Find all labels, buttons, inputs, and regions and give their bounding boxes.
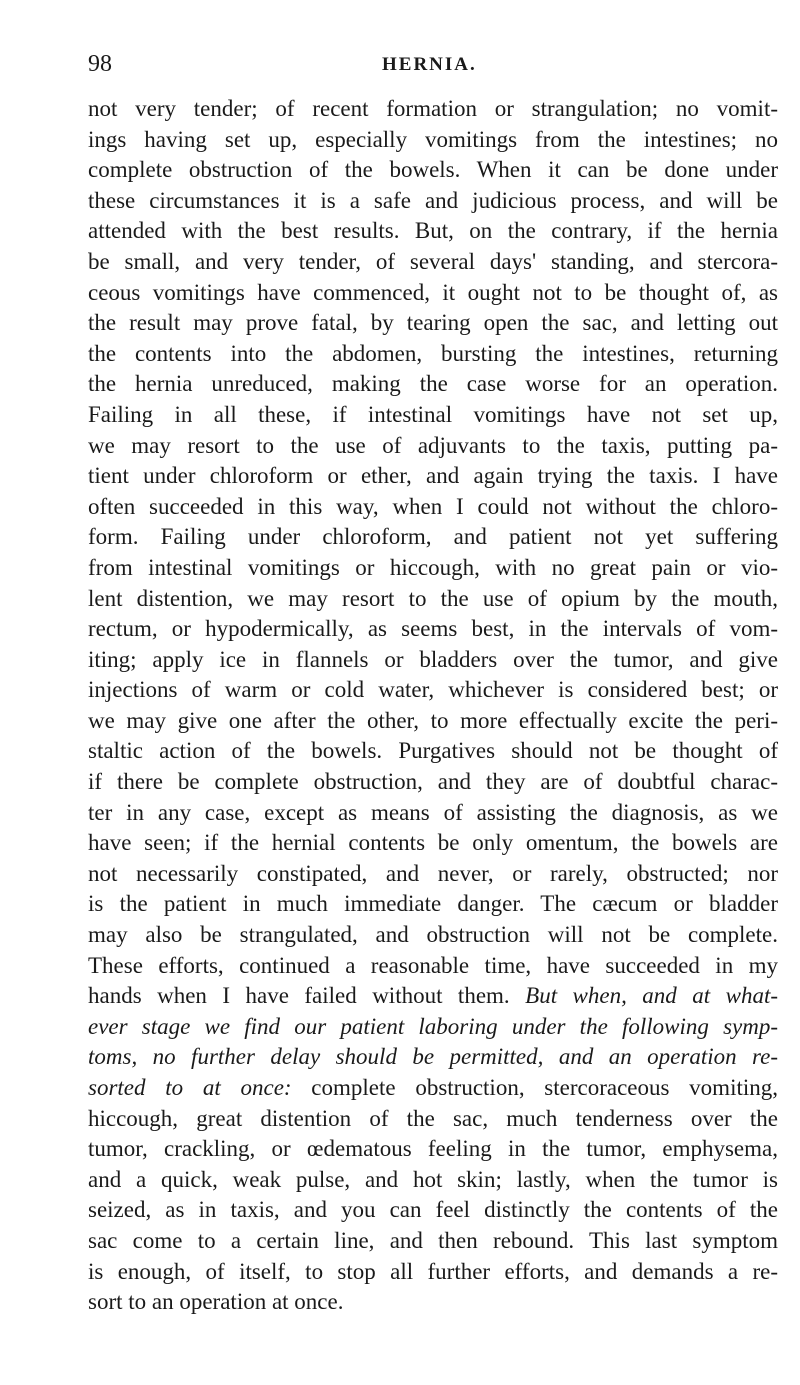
text-line <box>88 247 778 278</box>
text-run: ceous vomitings have commenced, it ought not to be thought of, as <box>88 279 778 305</box>
text-line <box>88 216 778 247</box>
text-line <box>88 584 778 615</box>
text-line <box>88 736 778 767</box>
text-run: injections of warm or cold water, whichever is considered best; or <box>88 677 778 703</box>
text-run: may also be strangulated, and obstruction will not be complete. <box>88 922 778 948</box>
text-line <box>88 461 778 492</box>
text-line <box>88 1257 778 1288</box>
italic-text: ever stage we find our patient laboring under the following symp- <box>88 1013 778 1039</box>
text-line <box>88 1195 778 1226</box>
text-run: not necessarily constipated, and never, or rarely, obstructed; nor <box>88 860 778 886</box>
text-line <box>88 339 778 370</box>
text-line <box>88 859 778 890</box>
text-run: staltic action of the bowels. Purgatives should not be thought of <box>88 738 778 764</box>
text-line <box>88 951 778 982</box>
text-run: tumor, crackling, or œdematous feeling in the tumor, emphysema, <box>88 1136 778 1162</box>
page-number: 98 <box>88 51 112 77</box>
italic-text: toms, no further delay should be permitted, and an operation re- <box>88 1044 778 1070</box>
text-line <box>88 492 778 523</box>
text-run: not very tender; of recent formation or strangulation; no vomit- <box>88 96 778 121</box>
text-run: hiccough, great distention of the sac, much tenderness over the <box>88 1105 778 1131</box>
text-line <box>88 706 778 737</box>
text-line <box>88 1104 778 1135</box>
text-line <box>88 798 778 829</box>
text-line <box>88 1012 778 1043</box>
text-run: hands when I have failed without them. <box>88 983 526 1009</box>
text-run: ter in any case, except as means of assisting the diagnosis, as we <box>88 799 778 825</box>
text-line <box>88 155 778 186</box>
text-run: sac come to a certain line, and then rebound. This last symptom <box>88 1227 778 1253</box>
text-line <box>88 1226 778 1257</box>
text-run: tient under chloroform or ether, and again trying the taxis. I have <box>88 463 778 489</box>
text-run: seized, as in taxis, and you can feel distinctly the contents of the <box>88 1197 778 1223</box>
text-line <box>88 614 778 645</box>
text-run: complete obstruction of the bowels. When it can be done under <box>88 157 778 183</box>
text-run: Failing in all these, if intestinal vomitings have not set up, <box>88 401 778 427</box>
text-run: the contents into the abdomen, bursting the intestines, returning <box>88 340 778 366</box>
text-line <box>88 1042 778 1073</box>
text-run: form. Failing under chloroform, and patient not yet suffering <box>88 524 778 550</box>
page-header <box>88 48 778 84</box>
running-title: HERNIA. <box>382 54 477 75</box>
text-run: sort to an operation at once. <box>88 1289 344 1315</box>
italic-text: But when, and at what- <box>525 983 778 1009</box>
text-run: the hernia unreduced, making the case worse for an operation. <box>88 371 778 397</box>
text-run: we may resort to the use of adjuvants to the taxis, putting pa- <box>88 432 778 458</box>
text-run: and a quick, weak pulse, and hot skin; lastly, when the tumor is <box>88 1166 778 1192</box>
text-line <box>88 675 778 706</box>
text-line <box>88 400 778 431</box>
text-line <box>88 645 778 676</box>
text-line <box>88 431 778 462</box>
text-run: we may give one after the other, to more effectually excite the peri- <box>88 707 778 733</box>
text-run: be small, and very tender, of several days' standing, and stercora- <box>88 248 778 274</box>
text-run: often succeeded in this way, when I could not without the chloro- <box>88 493 778 519</box>
text-run: ings having set up, especially vomitings from the intestines; no <box>88 126 778 152</box>
text-run: is the patient in much immediate danger. The cæcum or bladder <box>88 891 778 917</box>
text-line <box>88 767 778 798</box>
text-run: rectum, or hypodermically, as seems best, in the intervals of vom- <box>88 616 778 642</box>
text-line <box>88 1287 778 1318</box>
text-line <box>88 125 778 156</box>
text-run: iting; apply ice in flannels or bladders over the tumor, and give <box>88 646 778 672</box>
text-run: the result may prove fatal, by tearing open the sac, and letting out <box>88 310 778 336</box>
text-line <box>88 828 778 859</box>
italic-text: sorted to at once: <box>88 1075 292 1100</box>
text-line <box>88 369 778 400</box>
text-run: lent distention, we may resort to the use of opium by the mouth, <box>88 585 778 611</box>
text-run: these circumstances it is a safe and judicious process, and will be <box>88 187 778 213</box>
text-run: have seen; if the hernial contents be only omentum, the bowels are <box>88 830 778 856</box>
text-run: attended with the best results. But, on the contrary, if the hernia <box>88 218 778 244</box>
text-line <box>88 522 778 553</box>
text-line <box>88 981 778 1012</box>
text-line <box>88 553 778 584</box>
text-run: is enough, of itself, to stop all further efforts, and demands a re- <box>88 1258 778 1284</box>
text-line <box>88 1134 778 1165</box>
text-run: These efforts, continued a reasonable time, have succeeded in my <box>88 952 778 978</box>
text-line <box>88 920 778 951</box>
text-line <box>88 308 778 339</box>
body-paragraph <box>88 94 778 1318</box>
text-line <box>88 889 778 920</box>
text-line <box>88 1165 778 1196</box>
text-run: if there be complete obstruction, and they are of doubtful charac- <box>88 769 778 795</box>
text-run: from intestinal vomitings or hiccough, with no great pain or vio- <box>88 554 778 580</box>
text-line <box>88 278 778 309</box>
text-line <box>88 94 778 125</box>
text-run: complete obstruction, stercoraceous vomiting, <box>291 1075 778 1100</box>
text-line <box>88 1073 778 1104</box>
text-line <box>88 186 778 217</box>
